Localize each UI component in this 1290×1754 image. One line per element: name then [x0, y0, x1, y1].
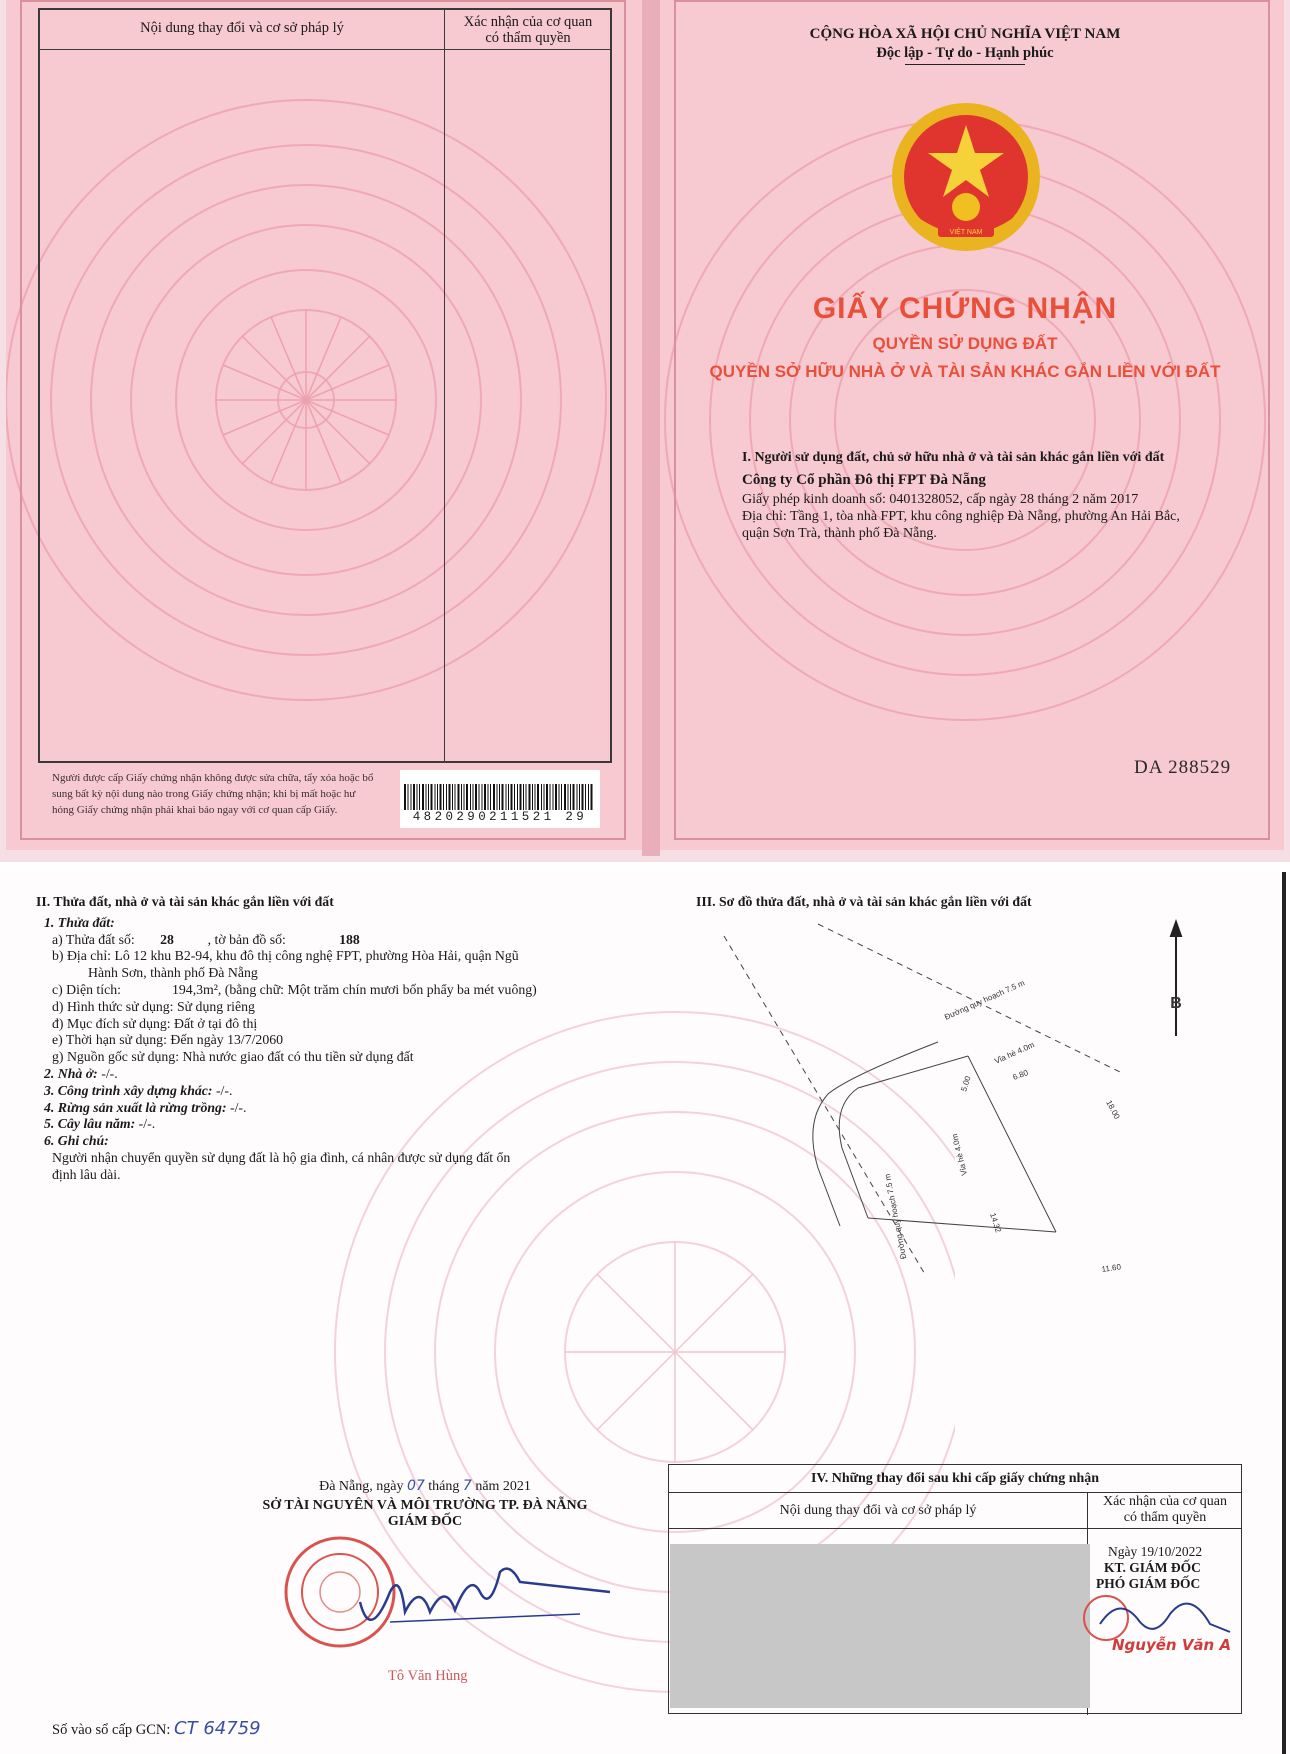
- barcode-bar: [458, 784, 460, 810]
- usage-purpose: đ) Mục đích sử dụng: Đất ở tại đô thị: [52, 1015, 258, 1031]
- motto-underline: [905, 64, 1025, 65]
- barcode-bar: [546, 784, 548, 810]
- signer-name: Tô Văn Hùng: [388, 1668, 468, 1684]
- barcode-bar: [591, 784, 593, 810]
- certificate-inner-page: [0, 872, 1290, 1754]
- page-edge: [1282, 872, 1286, 1754]
- barcode-bar: [431, 784, 433, 810]
- country-name: CỘNG HÒA XÃ HỘI CHỦ NGHĨA VIỆT NAM: [809, 26, 1121, 42]
- barcode-bar: [526, 784, 527, 810]
- map-label: , tờ bản đồ số:: [207, 931, 286, 947]
- parcel-address-line: b) Địa chỉ: Lô 12 khu B2-94, khu đô thị công nghệ FPT, phường Hòa Hải, quận Ngũ: [52, 948, 519, 964]
- parcel-right-edge: [968, 1056, 1056, 1232]
- barcode-bar: [532, 784, 533, 810]
- barcode-bar: [484, 784, 486, 810]
- barcode-bar: [455, 784, 456, 810]
- barcode-bar: [404, 784, 406, 810]
- column-header-confirmation-line2: có thẩm quyền: [485, 30, 571, 46]
- land-details-section: [36, 894, 676, 1184]
- barcode-bar: [502, 784, 504, 810]
- barcode-bar: [488, 784, 489, 810]
- item-heading-notes: 6. Ghi chú:: [44, 1133, 109, 1149]
- barcode-bar: [443, 784, 444, 810]
- north-label: B: [1170, 995, 1182, 1012]
- item-heading-parcel: 1. Thửa đất:: [44, 914, 115, 930]
- barcode-bar: [535, 784, 536, 810]
- house-value: -/-.: [97, 1065, 118, 1081]
- notes-line: Người nhận chuyển quyền sử dụng đất là hộ gia đình, cá nhân được sử dụng đất ổn: [52, 1149, 511, 1165]
- warning-note: [52, 770, 402, 818]
- barcode-bar: [497, 784, 498, 810]
- barcode-bar: [520, 784, 522, 810]
- table-column-divider: [444, 10, 445, 761]
- usage-form: d) Hình thức sử dụng: Sử dụng riêng: [52, 998, 255, 1014]
- parcel-address-line: Hành Sơn, thành phố Đà Nẵng: [88, 965, 258, 981]
- parcel-row: [36, 932, 676, 949]
- parcel-diagram: [700, 916, 1200, 1276]
- parcel-label: a) Thửa đất số:: [52, 931, 135, 947]
- barcode-bar: [544, 784, 545, 810]
- date-year: năm 2021: [475, 1479, 531, 1494]
- confirmation-header-line1: Xác nhận của cơ quan: [1102, 1494, 1227, 1509]
- barcode-bar: [511, 784, 513, 810]
- barcode-bar: [582, 784, 584, 810]
- barcode-bar: [479, 784, 480, 810]
- barcode-bar: [573, 784, 575, 810]
- barcode-bar: [529, 784, 531, 810]
- barcode-bar: [508, 784, 509, 810]
- parcel-front-edge: [839, 1056, 968, 1218]
- barcode-bar: [408, 784, 409, 810]
- barcode-bar: [555, 784, 557, 810]
- company-name: Công ty Cổ phần Đô thị FPT Đà Nẵng: [742, 472, 986, 488]
- item-heading-house: 2. Nhà ở:: [44, 1065, 98, 1081]
- barcode-digits: 4820290211521 29: [412, 810, 588, 824]
- sidewalk-label-left: Vỉa hè 4.0m: [950, 1132, 970, 1177]
- barcode-bar: [435, 784, 436, 810]
- director-signature-icon: [350, 1542, 620, 1652]
- barcode-bar: [541, 784, 542, 810]
- issuing-authority: SỞ TÀI NGUYÊN VÀ MÔI TRƯỜNG TP. ĐÀ NẴNG: [262, 1498, 588, 1513]
- emblem-text: VIỆT NAM: [949, 229, 983, 236]
- barcode-bar: [585, 784, 586, 810]
- dimension-right: 18.00: [1104, 1098, 1122, 1121]
- barcode-bar: [553, 784, 554, 810]
- area-row: [36, 982, 676, 999]
- barcode-bar: [568, 784, 569, 810]
- barcode-bar: [461, 784, 462, 810]
- warning-line: sung bất kỳ nội dung nào trong Giấy chứng nhận; khi bị mất hoặc hư: [52, 788, 356, 800]
- parcel-number: 28: [160, 931, 174, 947]
- business-license: Giấy phép kinh doanh số: 0401328052, cấp ngày 28 tháng 2 năm 2017: [742, 492, 1139, 507]
- barcode: [400, 770, 600, 828]
- barcode-bar: [452, 784, 453, 810]
- section-heading-owner: I. Người sử dụng đất, chủ sở hữu nhà ở và tài sản khác gắn liền với đất: [742, 450, 1165, 465]
- signer-role: GIÁM ĐỐC: [387, 1514, 463, 1529]
- notes-line: định lâu dài.: [52, 1166, 121, 1182]
- barcode-bar: [550, 784, 551, 810]
- road-label-top: Đường quy hoạch 7.5 m: [943, 978, 1026, 1022]
- forest-value: -/-.: [226, 1099, 247, 1115]
- barcode-bar: [588, 784, 589, 810]
- dimension-corner: 5.00: [959, 1075, 973, 1093]
- gcn-registry-number: [52, 1718, 261, 1739]
- barcode-bars: [404, 784, 596, 810]
- owner-address-line: Địa chỉ: Tầng 1, tòa nhà FPT, khu công nghiệp Đà Nẵng, phường An Hải Bắc,: [742, 509, 1180, 524]
- barcode-bar: [470, 784, 471, 810]
- column-header-confirmation-line1: Xác nhận của cơ quan: [463, 14, 593, 30]
- confirmation-role-deputy: PHÓ GIÁM ĐỐC: [1096, 1576, 1201, 1591]
- column-header-confirmation: [444, 14, 612, 46]
- barcode-bar: [514, 784, 515, 810]
- usage-term: e) Thời hạn sử dụng: Đến ngày 13/7/2060: [52, 1032, 284, 1048]
- signing-date: [260, 1478, 590, 1495]
- barcode-bar: [523, 784, 524, 810]
- perennial-value: -/-.: [135, 1116, 156, 1132]
- owner-address-line: quận Sơn Trà, thành phố Đà Nẵng.: [742, 526, 937, 541]
- deputy-name: Nguyễn Văn A: [1112, 1636, 1232, 1654]
- barcode-bar: [417, 784, 418, 810]
- section-heading-changes: IV. Những thay đổi sau khi cấp giấy chứng nhận: [669, 1465, 1241, 1493]
- certificate-subtitle-property: QUYỀN SỞ HỮU NHÀ Ở VÀ TÀI SẢN KHÁC GẮN LIỀN VỚI ĐẤT: [709, 362, 1221, 381]
- warning-line: Người được cấp Giấy chứng nhận không được sửa chữa, tẩy xóa hoặc bổ: [52, 772, 374, 784]
- certificate-subtitle-land: QUYỀN SỬ DỤNG ĐẤT: [872, 334, 1058, 353]
- barcode-bar: [570, 784, 571, 810]
- perennial-row: [36, 1116, 676, 1133]
- certificate-serial: DA 288529: [1134, 757, 1232, 778]
- dimension-bottom: 11.60: [1101, 1262, 1122, 1274]
- confirmation-column-header: [1087, 1494, 1243, 1526]
- barcode-bar: [413, 784, 415, 810]
- construction-row: [36, 1083, 676, 1100]
- area-label: c) Diện tích:: [52, 981, 121, 997]
- confirmation-role: KT. GIÁM ĐỐC: [1104, 1560, 1201, 1575]
- certificate-title: GIẤY CHỨNG NHẬN: [812, 292, 1118, 325]
- barcode-bar: [428, 784, 429, 810]
- barcode-bar: [419, 784, 420, 810]
- barcode-bar: [411, 784, 412, 810]
- road-boundary-line: [818, 924, 1120, 1072]
- dimension-left: 14.32: [988, 1211, 1003, 1234]
- changes-column-header: Nội dung thay đổi và cơ sở pháp lý: [779, 1503, 977, 1518]
- barcode-bar: [493, 784, 495, 810]
- forest-row: [36, 1100, 676, 1117]
- date-day: 07: [406, 1478, 425, 1494]
- barcode-bar: [446, 784, 447, 810]
- barcode-bar: [473, 784, 474, 810]
- area-value: 194,3m², (bằng chữ: Một trăm chín mươi bốn phẩy ba mét vuông): [172, 981, 537, 997]
- north-arrow-head: [1171, 922, 1181, 936]
- item-heading-forest: 4. Rừng sản xuất là rừng trồng:: [44, 1099, 227, 1115]
- warning-line: hỏng Giấy chứng nhận phải khai báo ngay với cơ quan cấp Giấy.: [52, 804, 338, 816]
- date-month-label: tháng: [428, 1479, 460, 1494]
- certificate-cover: [0, 0, 1290, 862]
- redacted-content: [670, 1544, 1090, 1708]
- barcode-bar: [426, 784, 427, 810]
- barcode-bar: [506, 784, 507, 810]
- barcode-bar: [449, 784, 451, 810]
- barcode-bar: [517, 784, 518, 810]
- barcode-bar: [466, 784, 468, 810]
- barcode-bar: [577, 784, 578, 810]
- date-month: 7: [462, 1478, 472, 1494]
- section-heading-diagram: III. Sơ đồ thửa đất, nhà ở và tài sản khác gắn liền với đất: [696, 894, 1032, 909]
- road-label-left: Đường quy hoạch 7.5 m: [882, 1173, 909, 1260]
- barcode-bar: [564, 784, 566, 810]
- barcode-bar: [499, 784, 500, 810]
- barcode-bar: [579, 784, 580, 810]
- confirmation-header-line2: có thẩm quyền: [1123, 1510, 1207, 1525]
- barcode-bar: [490, 784, 491, 810]
- barcode-bar: [559, 784, 560, 810]
- barcode-bar: [437, 784, 438, 810]
- section-heading-land: II. Thửa đất, nhà ở và tài sản khác gắn liền với đất: [36, 894, 334, 909]
- gcn-number: CT 64759: [174, 1718, 261, 1739]
- column-header-changes: Nội dung thay đổi và cơ sở pháp lý: [140, 20, 344, 36]
- changes-table-cover: [38, 8, 612, 763]
- sidewalk-boundary: [813, 1042, 938, 1226]
- barcode-bar: [482, 784, 483, 810]
- house-row: [36, 1066, 676, 1083]
- owner-section: [742, 449, 1222, 542]
- national-emblem-icon: [882, 95, 1050, 267]
- dimension-top: 6.80: [1011, 1068, 1030, 1082]
- barcode-bar: [537, 784, 539, 810]
- barcode-bar: [475, 784, 477, 810]
- item-heading-construction: 3. Công trình xây dựng khác:: [44, 1082, 213, 1098]
- barcode-bar: [464, 784, 465, 810]
- barcode-bar: [440, 784, 442, 810]
- date-prefix: Đà Nẵng, ngày: [319, 1479, 404, 1494]
- construction-value: -/-.: [212, 1082, 233, 1098]
- sidewalk-label-top: Vỉa hè 4.0m: [993, 1040, 1036, 1066]
- usage-origin: g) Nguồn gốc sử dụng: Nhà nước giao đất có thu tiền sử dụng đất: [52, 1049, 414, 1065]
- barcode-bar: [561, 784, 562, 810]
- cover-fold: [642, 0, 660, 856]
- map-number: 188: [339, 931, 360, 947]
- barcode-bar: [422, 784, 424, 810]
- item-heading-perennial: 5. Cây lâu năm:: [44, 1116, 136, 1132]
- national-motto: Độc lập - Tự do - Hạnh phúc: [876, 45, 1054, 61]
- confirmation-date: Ngày 19/10/2022: [1108, 1544, 1203, 1559]
- gcn-label: Số vào sổ cấp GCN:: [52, 1722, 171, 1738]
